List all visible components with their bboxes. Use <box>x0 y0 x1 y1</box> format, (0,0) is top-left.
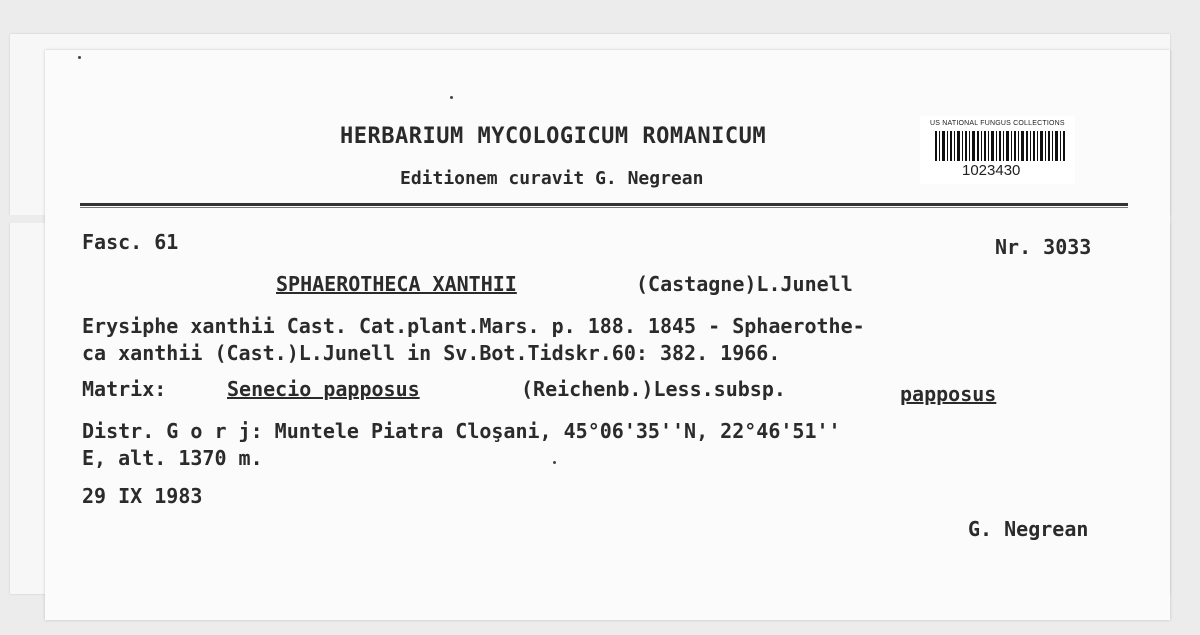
paper-speck <box>450 96 453 99</box>
host-author: (Reichenb.)Less.subsp. <box>521 377 786 401</box>
collector-name: G. Negrean <box>968 517 1089 541</box>
label-title: HERBARIUM MYCOLOGICUM ROMANICUM <box>340 124 767 149</box>
paper-speck <box>553 461 556 464</box>
header-divider-thin <box>80 207 1128 208</box>
barcode-caption: US NATIONAL FUNGUS COLLECTIONS <box>930 120 1065 127</box>
distribution-line-2: E, alt. 1370 m. <box>82 446 263 470</box>
matrix-label: Matrix: <box>82 377 167 401</box>
barcode-number: 1023430 <box>962 162 1021 179</box>
header-divider <box>80 203 1128 206</box>
host-name: Senecio papposus <box>227 377 420 401</box>
species-name: SPHAEROTHECA XANTHII <box>276 272 517 296</box>
specimen-number: Nr. 3033 <box>995 235 1092 259</box>
host-subspecies: papposus <box>900 382 997 406</box>
label-editor-line: Editionem curavit G. Negrean <box>400 168 704 189</box>
synonymy-line-1: Erysiphe xanthii Cast. Cat.plant.Mars. p. 188. 1845 - Sphaerothe- <box>82 314 865 338</box>
species-author: (Castagne)L.Junell <box>636 272 853 296</box>
collection-date: 29 IX 1983 <box>82 484 203 508</box>
synonymy-line-2: ca xanthii (Cast.)L.Junell in Sv.Bot.Tidskr.60: 382. 1966. <box>82 341 781 365</box>
barcode-icon <box>935 131 1067 161</box>
distribution-line-1: Distr. G o r j: Muntele Piatra Cloşani, 45°06'35''N, 22°46'51'' <box>82 419 841 443</box>
paper-speck <box>78 56 81 59</box>
fascicle-number: Fasc. 61 <box>82 230 179 254</box>
